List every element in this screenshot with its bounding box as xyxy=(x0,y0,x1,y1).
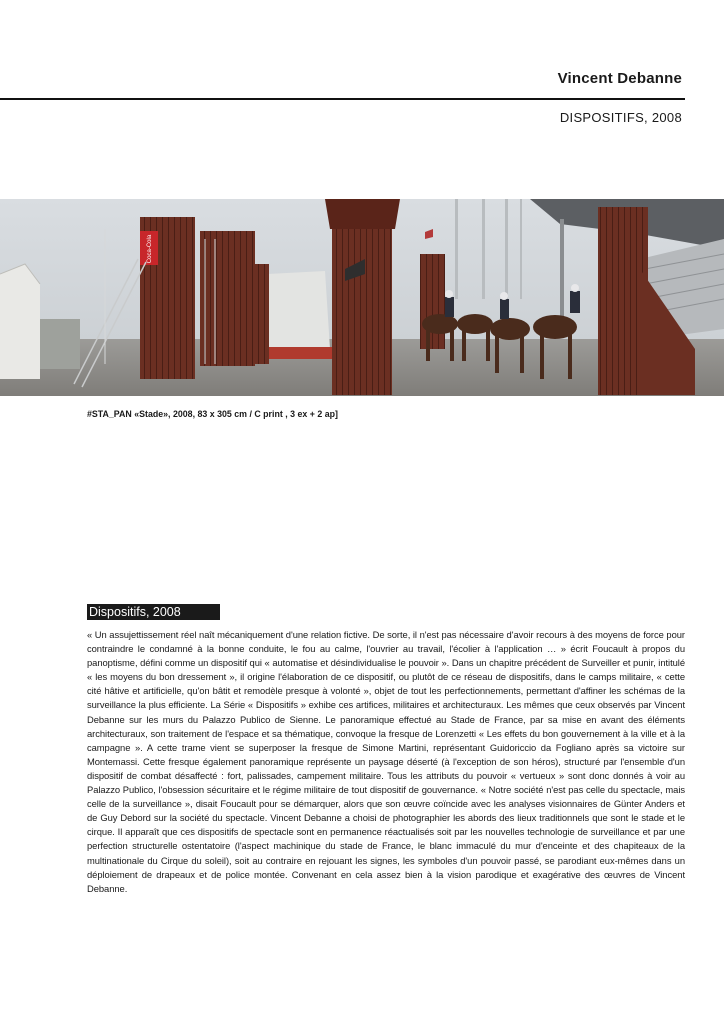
photo-caption: #STA_PAN «Stade», 2008, 83 x 305 cm / C print , 3 ex + 2 ap] xyxy=(87,409,338,419)
coca-cola-sign: Coca-Cola xyxy=(147,234,153,264)
body-paragraph: « Un assujettissement réel naît mécaniquement d'une relation fictive. De sorte, il n'est pas nécessaire d'avoir recours à des moyens de force pour contraindre le condamné à la bonne conduite, le fou au calme, l'ouvrier au travail, l'écolier à l'application … » écrit Foucault à propos du panoptisme, défini comme un dispositif qui « automatise et désindividualise le pouvoir ». Dans un chapitre précédent de Surveiller et punir, intitulé « les moyens du bon dressement », il origine l'élaboration de ce dispositif, ou plutôt de ce réseau de dispositifs, dans le camps militaire, « cette cité hâtive et artificielle, qu'on bâtit et remodèle presque à volonté », objet de tout les perfectionnements, permettant d'affiner les schémas de la surveillance la plus efficiente. La Série « Dispositifs » exhibe ces artifices, militaires et architecturaux. Les mêmes que ceux observés par Vincent Debanne sur les murs du Palazzo Publico de Sienne. Le panoramique effectué au Stade de France, par sa mise en avant des éléments architecturaux, son traitement de l'espace et sa thématique, convoque la fresque de Lorenzetti « Les effets du bon gouvernement à la ville et à la campagne ». A cette trame vient se superposer la fresque de Simone Martini, représentant Guidoriccio da Fogliano après sa victoire sur Montemassi. Cette fresque également panoramique représente un paysage déserté (à l'exception de son héros), structuré par l'ensemble d'un dispositif de combat désaffecté : fort, palissades, campement militaire. Tous les attributs du pouvoir « vertueux » sont donc donnés à voir au Palazzo Publico, l'obsession sécuritaire et le régime militaire de tout dispositif de gouvernance. « Notre société n'est pas celle du spectacle, mais celle de la surveillance », disait Foucault pour se démarquer, alors que son œuvre coïncide avec les analyses visionnaires de Günter Anders et de Guy Debord sur la société du spectacle. Vincent Debanne a choisi de photographier les abords des lieux traditionnels que sont le stade et le cirque. Il apparaît que ces dispositifs de spectacle sont en permanence réactualisés soit par les nouvelles technologie de surveillance et par une perfection structurelle ostentatoire (l'aspect machinique du stade de France, le blanc immaculé du mur d'enceinte et des chapiteaux de la multinationale du Cirque du soleil), soit au contraire en rejouant les signes, les symboles d'un pouvoir passé, se parodiant eux-mêmes dans un déploiement de drapeaux et de police montée. Convenant en cela assez bien à la vision parodique et exagérative des œuvres de Vincent Debanne. xyxy=(87,629,685,894)
section-heading: Dispositifs, 2008 xyxy=(87,604,220,620)
panoramic-photo xyxy=(0,199,724,396)
series-title: DISPOSITIFS, 2008 xyxy=(559,110,682,125)
body-text xyxy=(87,628,685,896)
author-name: Vincent Debanne xyxy=(557,70,682,87)
header-rule xyxy=(0,98,685,100)
